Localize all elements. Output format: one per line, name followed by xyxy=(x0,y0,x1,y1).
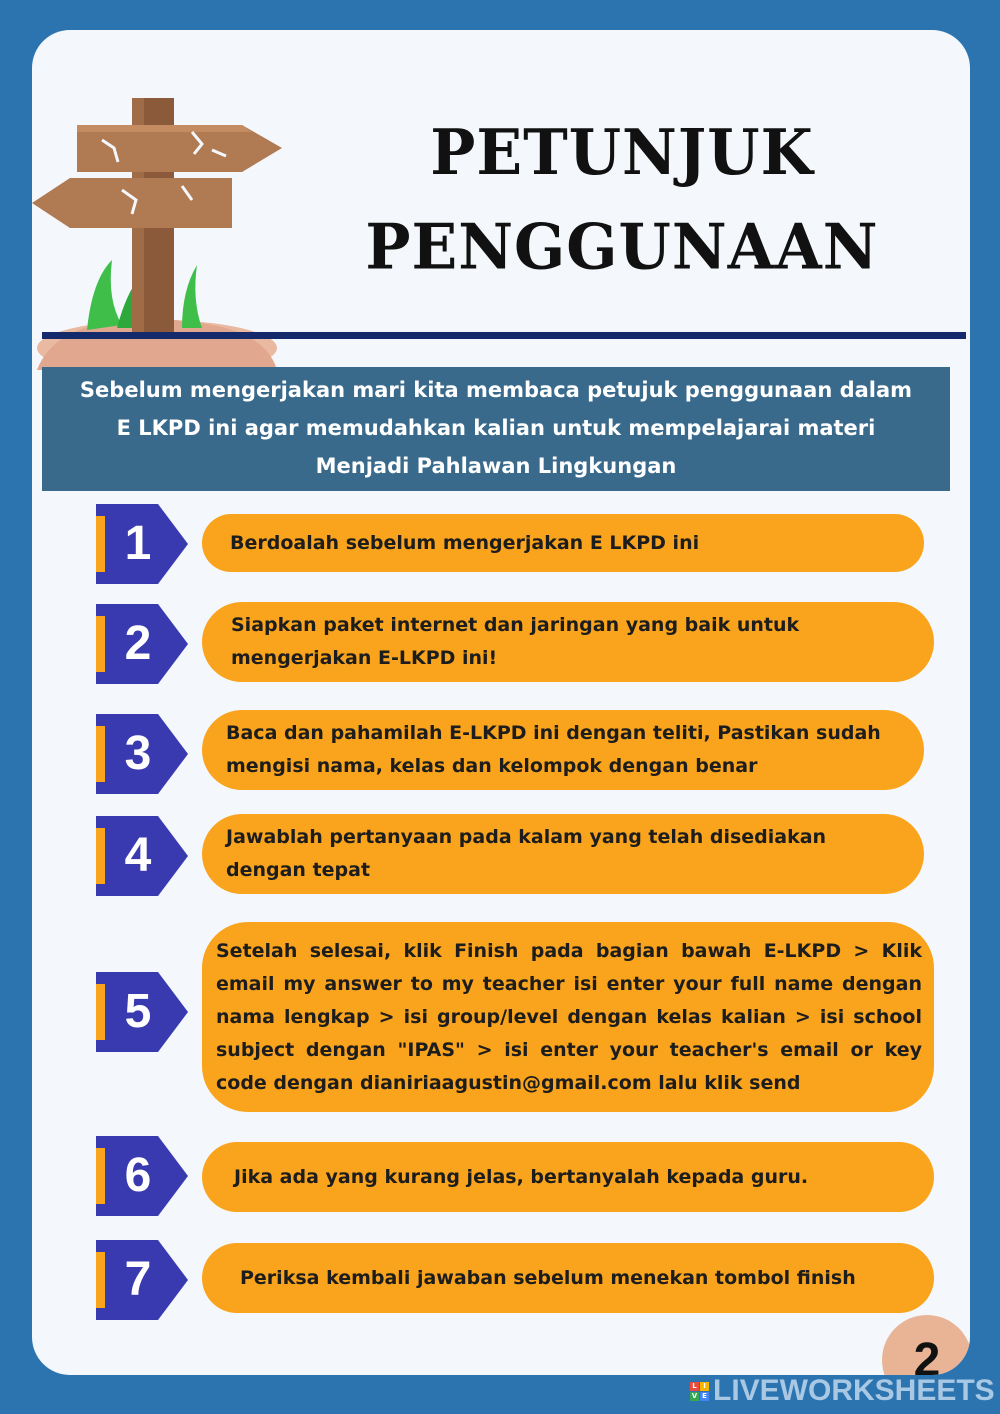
liveworksheets-brand[interactable] xyxy=(690,1373,995,1409)
step-number-5: 5 xyxy=(124,985,152,1038)
step-number-7: 7 xyxy=(124,1253,152,1306)
intro-box xyxy=(42,367,950,491)
step-text-6: Jika ada yang kurang jelas, bertanyalah kepada guru. xyxy=(234,1165,809,1188)
step-pill-1 xyxy=(202,514,924,572)
step-pill-2 xyxy=(202,602,934,682)
intro-line-1: Sebelum mengerjakan mari kita membaca petujuk penggunaan dalam xyxy=(79,378,913,402)
title-line-1: PETUNJUK xyxy=(430,116,814,190)
step-text-2: Siapkan paket internet dan jaringan yang baik untuk mengerjakan E-LKPD ini! xyxy=(231,614,800,669)
step-badge-6 xyxy=(96,1136,192,1216)
title-divider xyxy=(42,332,966,339)
step-pill-5 xyxy=(202,922,934,1112)
step-number-1: 1 xyxy=(124,517,152,570)
step-badge-3 xyxy=(96,714,192,794)
step-text-1: Berdoalah sebelum mengerjakan E LKPD ini xyxy=(230,531,700,554)
worksheet-page xyxy=(32,30,970,1375)
brand-wordmark: LIVEWORKSHEETS xyxy=(713,1374,995,1407)
step-text-7: Periksa kembali jawaban sebelum menekan tombol finish xyxy=(240,1266,856,1289)
step-number-6: 6 xyxy=(124,1149,152,1202)
step-pill-6 xyxy=(202,1142,934,1212)
step-badge-5 xyxy=(96,972,192,1052)
intro-line-3: Menjadi Pahlawan Lingkungan xyxy=(315,454,677,478)
step-badge-4 xyxy=(96,816,192,896)
step-text-3: Baca dan pahamilah E-LKPD ini dengan teliti, Pastikan sudah mengisi nama, kelas dan kelompok dengan benar xyxy=(226,722,881,777)
step-number-2: 2 xyxy=(124,617,152,670)
intro-line-2: E LKPD ini agar memudahkan kalian untuk mempelajarai materi xyxy=(116,416,876,440)
step-badge-2 xyxy=(96,604,192,684)
step-text-5: Setelah selesai, klik Finish pada bagian bawah E-LKPD > Klik email my answer to my teacher isi enter your full name dengan nama lengkap > isi group/level dengan kelas kalian > isi school subject dengan "IPAS" > isi enter your teacher's email or key code dengan dianiriaagustin@gmail.com lalu klik send xyxy=(216,939,922,1094)
liveworksheets-logo-icon: L I V E xyxy=(690,1382,709,1401)
page-title xyxy=(332,106,912,295)
step-pill-7 xyxy=(202,1243,934,1313)
step-pill-3 xyxy=(202,710,924,790)
signpost-illustration xyxy=(32,60,292,370)
step-badge-7 xyxy=(96,1240,192,1320)
step-badge-1 xyxy=(96,504,192,584)
step-text-4: Jawablah pertanyaan pada kalam yang telah disediakan dengan tepat xyxy=(226,826,827,881)
step-number-3: 3 xyxy=(124,727,152,780)
page-number-badge: 2 xyxy=(882,1315,970,1375)
step-number-4: 4 xyxy=(124,829,152,882)
title-line-2: PENGGUNAAN xyxy=(365,210,879,284)
step-pill-4 xyxy=(202,814,924,894)
